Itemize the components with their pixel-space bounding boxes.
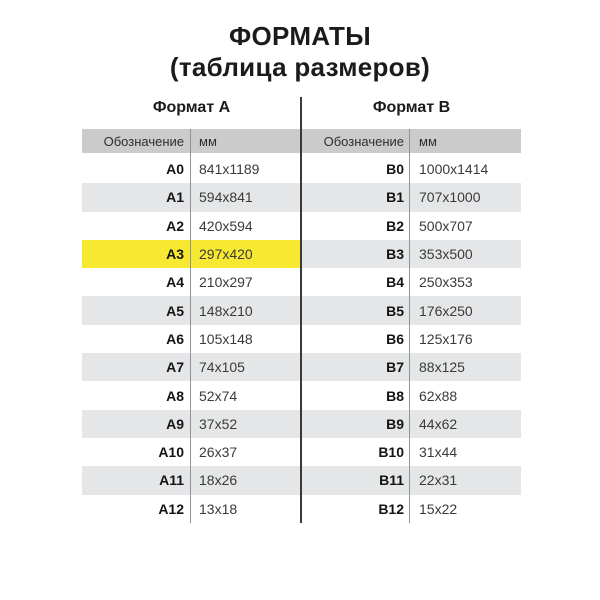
section-header-format-a: Формат А <box>152 99 231 116</box>
cell-size-mm: 37x52 <box>199 415 238 432</box>
cell-designation: B10 <box>378 444 404 461</box>
cell-designation: B9 <box>386 415 404 432</box>
table-row <box>82 268 301 296</box>
table-row <box>302 183 521 211</box>
cell-designation: A0 <box>166 161 184 178</box>
cell-designation: A7 <box>166 359 184 376</box>
table-row <box>302 410 521 438</box>
table-header-row <box>82 129 301 153</box>
cell-size-mm: 420x594 <box>199 217 253 234</box>
cell-designation: B8 <box>386 387 404 404</box>
cell-designation: B0 <box>386 161 404 178</box>
cell-designation: B7 <box>386 359 404 376</box>
table-row <box>302 268 521 296</box>
section-header-format-b: Формат В <box>372 99 451 116</box>
table-row <box>302 438 521 466</box>
column-header-mm: мм <box>419 133 437 149</box>
cell-designation: A12 <box>158 500 184 517</box>
cell-size-mm: 500x707 <box>419 217 473 234</box>
cell-size-mm: 210x297 <box>199 274 253 291</box>
cell-size-mm: 13x18 <box>199 500 238 517</box>
table-row <box>302 155 521 183</box>
table-row <box>82 495 301 523</box>
cell-size-mm: 31x44 <box>419 444 458 461</box>
format-b-column-divider-line <box>409 129 410 523</box>
cell-size-mm: 22x31 <box>419 472 458 489</box>
table-row <box>82 240 301 268</box>
cell-designation: B6 <box>386 330 404 347</box>
cell-designation: B2 <box>386 217 404 234</box>
cell-size-mm: 1000x1414 <box>419 161 489 178</box>
cell-size-mm: 148x210 <box>199 302 253 319</box>
cell-size-mm: 105x148 <box>199 330 253 347</box>
table-row <box>302 212 521 240</box>
cell-size-mm: 176x250 <box>419 302 473 319</box>
cell-designation: A2 <box>166 217 184 234</box>
cell-size-mm: 52x74 <box>199 387 238 404</box>
cell-size-mm: 88x125 <box>419 359 465 376</box>
table-row <box>302 325 521 353</box>
column-header-designation: Обозначение <box>103 133 184 149</box>
cell-size-mm: 841x1189 <box>199 161 260 178</box>
cell-designation: A9 <box>166 415 184 432</box>
cell-designation: B4 <box>386 274 404 291</box>
cell-designation: A4 <box>166 274 184 291</box>
cell-designation: B3 <box>386 246 404 263</box>
page-title-line1: ФОРМАТЫ <box>229 21 371 51</box>
table-row <box>302 495 521 523</box>
cell-designation: A10 <box>158 444 184 461</box>
format-b-rows <box>302 155 521 523</box>
cell-designation: A3 <box>166 246 184 263</box>
cell-size-mm: 297x420 <box>199 246 253 263</box>
cell-size-mm: 26x37 <box>199 444 238 461</box>
cell-designation: A8 <box>166 387 184 404</box>
center-divider-line <box>300 97 302 523</box>
cell-size-mm: 125x176 <box>419 330 473 347</box>
column-header-mm: мм <box>199 133 217 149</box>
table-header-row <box>302 129 521 153</box>
cell-designation: B12 <box>378 500 404 517</box>
table-row <box>302 296 521 324</box>
cell-size-mm: 44x62 <box>419 415 458 432</box>
table-row <box>82 155 301 183</box>
cell-size-mm: 62x88 <box>419 387 458 404</box>
table-row <box>302 381 521 409</box>
cell-size-mm: 707x1000 <box>419 189 481 206</box>
cell-designation: A1 <box>166 189 184 206</box>
page-title <box>0 21 600 83</box>
cell-size-mm: 250x353 <box>419 274 473 291</box>
cell-designation: A11 <box>159 472 184 489</box>
page-title-line2: (таблица размеров) <box>169 52 431 82</box>
format-a-column-divider-line <box>190 129 191 523</box>
table-row <box>82 212 301 240</box>
cell-size-mm: 353x500 <box>419 246 473 263</box>
table-row <box>82 438 301 466</box>
cell-size-mm: 18x26 <box>199 472 238 489</box>
cell-size-mm: 15x22 <box>419 500 458 517</box>
cell-size-mm: 594x841 <box>199 189 253 206</box>
cell-designation: B11 <box>379 472 404 489</box>
table-row <box>302 240 521 268</box>
cell-designation: A6 <box>166 330 184 347</box>
table-row <box>82 466 301 494</box>
cell-designation: B1 <box>386 189 404 206</box>
format-a-rows <box>82 155 301 523</box>
format-b-table <box>302 129 521 523</box>
table-row <box>82 353 301 381</box>
table-row <box>82 325 301 353</box>
table-row <box>82 296 301 324</box>
table-row <box>82 381 301 409</box>
column-header-designation: Обозначение <box>323 133 404 149</box>
table-row <box>82 183 301 211</box>
cell-designation: B5 <box>386 302 404 319</box>
table-row <box>302 353 521 381</box>
table-row <box>302 466 521 494</box>
cell-size-mm: 74x105 <box>199 359 245 376</box>
table-row <box>82 410 301 438</box>
format-a-table <box>82 129 301 523</box>
cell-designation: A5 <box>166 302 184 319</box>
